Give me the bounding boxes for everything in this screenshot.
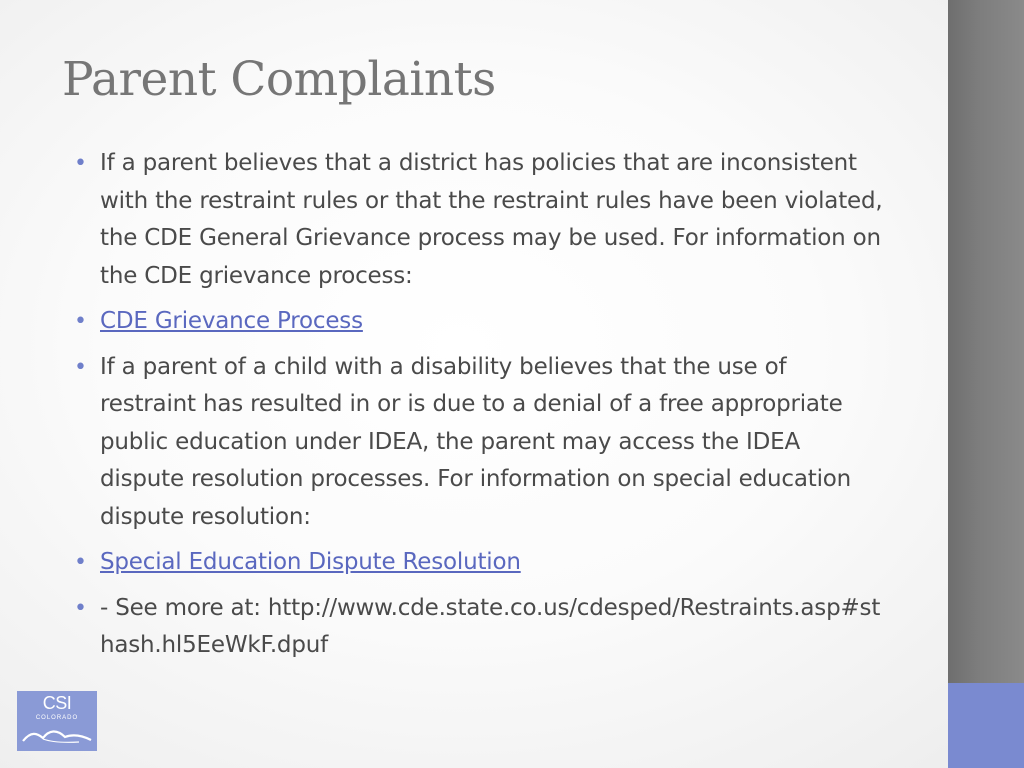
logo-subtitle: COLORADO [35,715,79,721]
bullet-dot-icon: • [74,550,87,575]
bullet-dot-icon: • [74,354,87,380]
bullet-item [74,349,886,537]
bullet-dot-icon: • [74,151,87,176]
bullet-item [74,303,886,341]
sidebar-accent-block [948,683,1024,768]
bullet-list [74,145,886,673]
bullet-dot-icon: • [74,309,87,334]
right-sidebar-bar [948,0,1024,768]
mountain-icon [21,725,93,747]
bullet-dot-icon: • [74,595,87,621]
bullet-item [74,590,886,665]
csi-colorado-logo [17,691,97,751]
bullet-text: If a parent believes that a district has policies that are inconsistent with the restraint rules or that the restraint rules have been violated, the CDE General Grievance process may be used. For information on the CDE grievance process: [100,150,883,289]
logo-name: CSI [42,693,72,713]
special-education-dispute-resolution-link[interactable]: Special Education Dispute Resolution [100,549,521,575]
cde-grievance-process-link[interactable]: CDE Grievance Process [100,308,363,334]
bullet-text: If a parent of a child with a disability believes that the use of restraint has resulted in or is due to a denial of a free appropriate public education under IDEA, the parent may access the IDEA dispute resolution processes. For information on special education dispute resolution: [100,353,852,530]
bullet-item [74,544,886,582]
bullet-item [74,145,886,295]
slide-title: Parent Complaints [62,52,496,107]
see-more-url-text: - See more at: http://www.cde.state.co.us/cdesped/Restraints.asp#sthash.hl5EeWkF.dpuf [100,594,881,658]
